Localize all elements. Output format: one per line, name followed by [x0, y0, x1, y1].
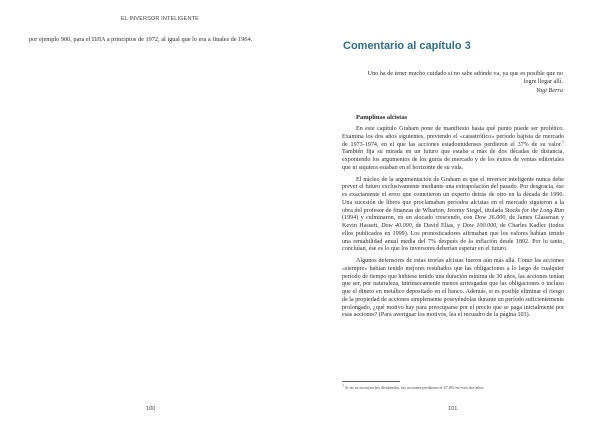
footnote-marker: 1: [342, 382, 344, 388]
page-number-right: 101: [448, 406, 458, 412]
right-page: [300, 0, 600, 424]
chapter-title: Comentario al capítulo 3: [343, 40, 471, 52]
book-title: Stocks for the Long Run: [504, 207, 564, 214]
book-title: Dow 36.000: [474, 215, 506, 222]
book-title: Dow 100.000: [462, 223, 497, 230]
paragraph-2-text: , de James Glassman y Kevin Hassett,: [342, 215, 565, 230]
footnote: [342, 382, 564, 390]
footnote-text: Si no se incluyen los dividendos, las acciones perdieron el 47,8% en esos dos años.: [345, 385, 485, 390]
body-text: [342, 126, 564, 324]
footnote-divider: [342, 381, 400, 382]
running-head: EL INVERSOR INTELIGENTE: [121, 16, 199, 22]
book-title: Dow 40.000: [381, 223, 412, 230]
epigraph: Uno ha de tener mucho cuidado si no sabe adónde va, ya que es posible que no logre llegar allí.: [367, 70, 563, 85]
paragraph-1: [342, 126, 564, 173]
paragraph-2-text: (1994) y culminaron, en un alocado crescendo, con: [342, 215, 475, 222]
paragraph-1-text: En este capítulo Graham pone de manifiesto hasta qué punto puede ser profético. Examina los dos años siguientes, previendo el «catastrófico» período bajista de mercado de 1973-1974, en el que las acciones estadounidenses perdieron el 37% de su valor.: [342, 126, 564, 148]
paragraph-3: Algunos defensores de estas teorías alcistas fueron aún más allá. Como las acciones «siempre» habían tenido mejores resultados que las obligaciones a lo largo de cualquier período de tiempo que hubiese tenido una duración mínima de 30 años, las acciones tenían que ser, por naturaleza, intrínsecamente menos arriesgadas que las obligaciones o incluso que el dinero en metálico depositado en el banco. Además, si es posible eliminar el riesgo de la propiedad de acciones simplemente poseyéndolas durante un período suficientemente prolongado, ¿qué motivo hay para preocuparse por el precio que se paga inicialmente por esas acciones? (Para averiguar los motivos, lea el recuadro de la página 103).: [342, 258, 565, 319]
paragraph-2-text: , de Charles Kadlec (todos ellos publicados en 1999). Los pronosticadores afirmaban que los valores habían tenido una rentabilidad anual media del 7% después de la inflación desde 1802. Por lo tanto, concluían, ése es lo que los inversores deberían esperar en el futuro.: [342, 223, 565, 253]
footnote-reference: 1: [562, 138, 564, 144]
section-heading: Pamplinas alcistas: [356, 114, 408, 121]
paragraph-2-text: , de David Elias, y: [411, 223, 463, 230]
paragraph-2: [342, 177, 564, 255]
epigraph-attribution: Yogi Berra: [536, 87, 563, 94]
carryover-text: por ejemplo 900, para el DJIA a principios de 1972, al igual que lo era a finales de 1964.: [29, 36, 253, 43]
page-number-left: 100: [146, 406, 156, 412]
paragraph-1-continuation: También fija su mirada en un futuro que estaba a más de dos décadas de distancia, exponiendo los argumentos de los gurús de mercado y de los éxitos de ventas editoriales que ni siquiera estaban en el horizonte de su vida.: [342, 149, 564, 171]
paragraph-2-text: El núcleo de la argumentación de Graham es que el inversor inteligente nunca debe prever el futuro exclusivamente mediante una extrapolación del pasado. Por desgracia, ése es exactamente el error que cometieron un experto detrás de otro en la década de 1990. Una sucesión de libros que proclamaban períodos alcistas en el mercado siguieron a la obra del profesor de finanzas de Wharton, Jeremy Siegel, titulada: [342, 176, 564, 214]
